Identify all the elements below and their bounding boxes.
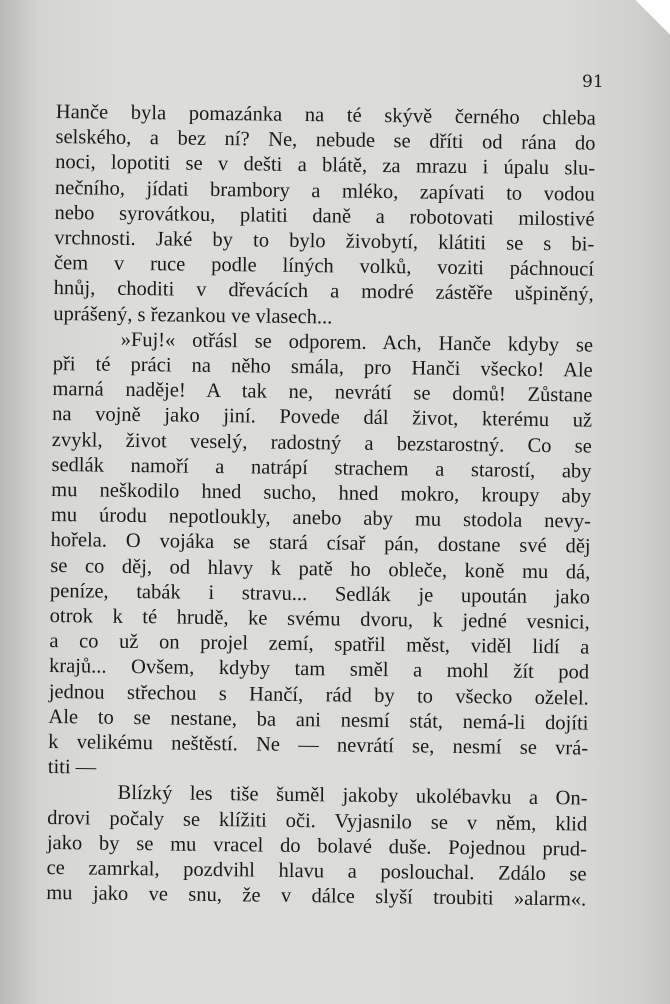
paragraph-3	[46, 780, 587, 913]
text-line: k velikému neštěstí. Ne — nevrátí se, nesmí se vrá-	[48, 731, 589, 760]
text-line: Ale to se nestane, ba ani nesmí stát, nemá-li dojíti	[48, 705, 589, 735]
text-line: jednou střechou s Hančí, rád by to všecko oželel.	[48, 680, 589, 710]
text-line: krajů... Ovšem, kdyby tam směl a mohl žít pod	[48, 655, 590, 685]
text-line: Hanče byla pomazánka na té skývě černého chleba	[55, 100, 596, 130]
text-line: uprášený, s řezankou ve vlasech...	[53, 302, 333, 329]
text-line: se co děj, od hlavy k patě ho obleče, koně mu dá,	[50, 554, 591, 584]
text-line: mu neškodilo hned sucho, hned mokro, kroupy aby	[51, 479, 592, 508]
text-line: ce zamrkal, pozdvihl hlavu a poslouchal. Zdálo se	[46, 857, 587, 886]
text-line: nebo syrovátkou, platiti daně a robotovati milostivé	[54, 201, 595, 231]
text-line: zvykl, život veselý, radostný a bezstarostný. Co se	[51, 428, 592, 458]
text-line: noci, lopotiti se v dešti a blátě, za mrazu i úpalu slu-	[55, 151, 596, 180]
text-line: selského, a bez ní? Ne, nebude se dříti od rána do	[55, 126, 596, 155]
text-line: mu jako ve snu, že v dálce slyší troubiti »alarm«.	[46, 882, 587, 911]
text-line: sedlák namoří a natrápí strachem a starostí, aby	[51, 453, 592, 483]
text-line: Blízký les tiše šuměl jakoby ukolébavku a On-	[47, 781, 588, 811]
text-line: hořela. O vojáka se stará císař pán, dostane své děj	[50, 529, 591, 559]
text-line: otrok k té hrudě, ke svému dvoru, k jedné vesnici,	[49, 605, 590, 634]
body-text	[46, 100, 596, 913]
page-number: 91	[582, 72, 604, 92]
text-line: jako by se mu vracel do bolavé duše. Pojednou prud-	[46, 831, 588, 861]
text-line: drovi počaly se klížiti oči. Vyjasnilo se v něm, klid	[47, 806, 588, 836]
page-corner	[634, 0, 670, 40]
text-line: při té práci na něho smála, pro Hanči všecko! Ale	[52, 353, 593, 382]
text-line: vrchnosti. Jaké by to bylo živobytí, klátiti se s bi-	[54, 227, 595, 256]
text-line: čem v ruce podle líných volků, voziti páchnoucí	[53, 252, 595, 281]
paragraph-1	[53, 100, 596, 333]
text-line: na vojně jako jiní. Povede dál život, kterému už	[52, 403, 593, 433]
paragraph-2	[48, 327, 594, 787]
text-line: a co už on projel zemí, spatřil měst, viděl lidí a	[49, 630, 590, 659]
text-line: hnůj, choditi v dřevácích a modré zástěře ušpiněný,	[53, 277, 594, 307]
text-line: titi —	[47, 756, 97, 779]
text-line: marná naděje! A tak ne, nevrátí se domů! Zůstane	[52, 378, 593, 407]
text-line: mu úrodu nepotloukly, anebo aby mu stodola nevy-	[50, 504, 592, 533]
text-line: »Fuj!« otřásl se odporem. Ach, Hanče kdyby se	[52, 327, 594, 357]
text-line: peníze, tabák i stravu... Sedlák je upoután jako	[49, 579, 591, 609]
text-line: nečního, jídati brambory a mléko, zapívati to vodou	[54, 176, 596, 206]
